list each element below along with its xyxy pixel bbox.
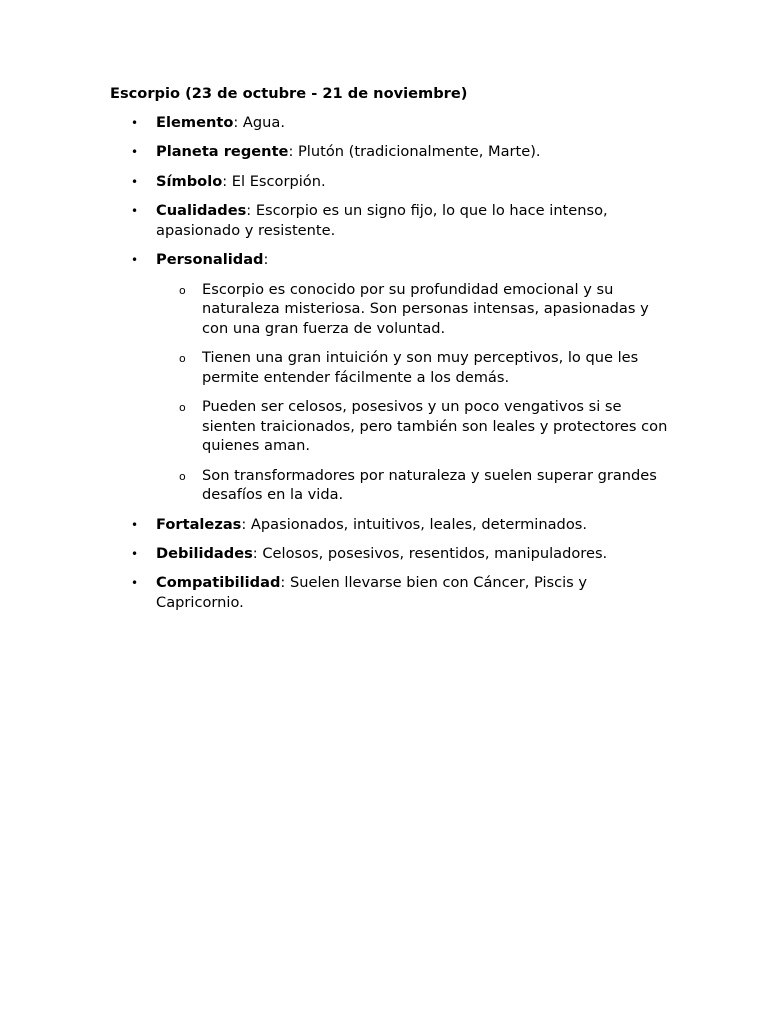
- sub-bullet-icon: o: [179, 283, 186, 297]
- item-label: Elemento: [156, 114, 234, 131]
- list-item-simbolo: [110, 172, 670, 192]
- list-item-personalidad: [110, 250, 670, 505]
- item-text: : Apasionados, intuitivos, leales, determinados.: [241, 515, 587, 533]
- item-text: : Suelen llevarse bien con Cáncer, Piscis y Capricornio.: [156, 574, 588, 612]
- list-item-elemento: [110, 113, 670, 133]
- bullet-icon: •: [131, 547, 139, 562]
- item-label: Debilidades: [156, 545, 253, 563]
- sub-list-item: [156, 280, 670, 339]
- item-label: Personalidad: [156, 251, 264, 269]
- sub-bullet-icon: o: [179, 469, 186, 483]
- item-label: Símbolo: [156, 172, 223, 190]
- sub-item-text: Escorpio es conocido por su profundidad emocional y su naturaleza misteriosa. Son personas intensas, apasionadas y con una gran fuerza de voluntad.: [202, 280, 649, 337]
- sub-list-item: [156, 348, 670, 387]
- item-text: :: [263, 251, 269, 269]
- item-label: Compatibilidad: [156, 574, 281, 592]
- sub-item-text: Son transformadores por naturaleza y suelen superar grandes desafíos en la vida.: [202, 466, 657, 504]
- sub-item-text: Tienen una gran intuición y son muy perceptivos, lo que les permite entender fácilmente a los demás.: [202, 349, 639, 386]
- list-item-planeta-regente: [110, 142, 670, 162]
- item-label: Fortalezas: [156, 515, 242, 533]
- item-text: : Escorpio es un signo fijo, lo que lo hace intenso, apasionado y resistente.: [156, 202, 608, 239]
- item-label: Planeta regente: [156, 143, 289, 161]
- bullet-icon: •: [131, 253, 139, 268]
- bullet-icon: •: [131, 174, 139, 189]
- sub-bullet-icon: o: [179, 401, 186, 415]
- bullet-icon: •: [131, 116, 139, 130]
- item-text: : Celosos, posesivos, resentidos, manipuladores.: [252, 545, 608, 563]
- item-text: : Plutón (tradicionalmente, Marte).: [288, 143, 541, 161]
- list-item-fortalezas: [110, 515, 670, 535]
- bullet-icon: •: [131, 204, 139, 219]
- list-item-cualidades: [110, 201, 670, 240]
- sub-bullet-icon: o: [179, 352, 186, 366]
- bullet-icon: •: [131, 517, 139, 532]
- personalidad-sub-list: [156, 280, 670, 505]
- list-item-debilidades: [110, 544, 670, 564]
- item-text: : El Escorpión.: [222, 172, 326, 190]
- document-title: Escorpio (23 de octubre - 21 de noviembre): [110, 85, 468, 102]
- sub-list-item: [156, 466, 670, 505]
- bullet-icon: •: [131, 576, 139, 591]
- sub-list-item: [156, 397, 670, 456]
- sub-item-text: Pueden ser celosos, posesivos y un poco vengativos si se sienten traicionados, pero también son leales y protectores con quienes aman.: [202, 398, 668, 455]
- list-item-compatibilidad: [110, 573, 670, 612]
- attribute-list: [110, 113, 670, 613]
- item-text: : Agua.: [233, 114, 286, 131]
- item-label: Cualidades: [156, 202, 247, 220]
- bullet-icon: •: [131, 145, 139, 160]
- document-page: [110, 84, 670, 622]
